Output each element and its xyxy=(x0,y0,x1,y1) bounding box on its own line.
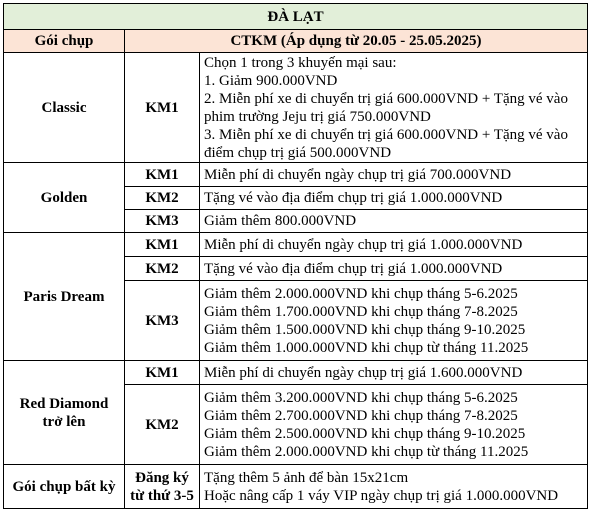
promo-description xyxy=(200,465,588,509)
promo-label: KM1 xyxy=(125,53,200,163)
promo-line: Chọn 1 trong 3 khuyến mại sau: xyxy=(204,54,397,71)
promo-description xyxy=(200,163,588,187)
promo-label: KM2 xyxy=(125,385,200,465)
promo-line: Giảm thêm 2.000.000VND khi chụp từ tháng 11.2025 xyxy=(204,443,529,460)
promo-line: 1. Giảm 900.000VND xyxy=(204,72,338,89)
promo-line: Giảm thêm 3.200.000VND khi chụp tháng 5-6.2025 xyxy=(204,389,518,406)
promo-line: Giảm thêm 1.500.000VND khi chụp tháng 9-10.2025 xyxy=(204,321,526,338)
package-name: Gói chụp bất kỳ xyxy=(4,465,125,509)
promo-line: Tặng vé vào địa điểm chụp trị giá 1.000.000VND xyxy=(204,260,503,277)
promo-description xyxy=(200,187,588,210)
promo-description xyxy=(200,210,588,233)
promo-description xyxy=(200,281,588,361)
promo-line: Giảm thêm 1.000.000VND khi chụp từ tháng 11.2025 xyxy=(204,339,529,356)
promo-line: 2. Miễn phí xe di chuyển trị giá 600.000VND + Tặng vé vào phim trường Jeju trị giá 750.000VND xyxy=(204,90,568,125)
promo-line: Giảm thêm 2.500.000VND khi chụp tháng 9-10.2025 xyxy=(204,425,526,442)
table-row xyxy=(4,53,588,163)
promo-line: Giảm thêm 800.000VND xyxy=(204,213,357,229)
promo-line: Tặng vé vào địa điểm chụp trị giá 1.000.000VND xyxy=(204,190,503,206)
promo-line: Giảm thêm 1.700.000VND khi chụp tháng 7-8.2025 xyxy=(204,303,518,320)
promo-line: Giảm thêm 2.700.000VND khi chụp tháng 7-8.2025 xyxy=(204,407,518,424)
promo-label: Đăng ký từ thứ 3-5 xyxy=(125,465,200,509)
promo-label: KM2 xyxy=(125,257,200,281)
promo-line: Tặng thêm 5 ảnh để bàn 15x21cm xyxy=(204,469,409,486)
promo-label: KM2 xyxy=(125,187,200,210)
promo-description xyxy=(200,361,588,385)
header-promo: CTKM (Áp dụng từ 20.05 - 25.05.2025) xyxy=(125,30,588,53)
promo-label: KM3 xyxy=(125,210,200,233)
table-row xyxy=(4,361,588,385)
table-row xyxy=(4,465,588,509)
promo-line: Hoặc nâng cấp 1 váy VIP ngày chụp trị giá 1.000.000VND xyxy=(204,487,559,504)
promo-description xyxy=(200,53,588,163)
package-name: Red Diamond trở lên xyxy=(4,361,125,465)
table-row xyxy=(4,163,588,187)
promo-label: KM1 xyxy=(125,163,200,187)
promo-description xyxy=(200,233,588,257)
promo-label: KM3 xyxy=(125,281,200,361)
promo-line: Miễn phí di chuyển ngày chụp trị giá 700.000VND xyxy=(204,166,512,183)
package-name: Golden xyxy=(4,163,125,233)
promo-label: KM1 xyxy=(125,361,200,385)
package-name: Classic xyxy=(4,53,125,163)
promo-line: 3. Miễn phí xe di chuyển trị giá 600.000VND + Tặng vé vào điểm chụp trị giá 500.000VND xyxy=(204,126,568,161)
promo-table xyxy=(3,3,588,509)
package-name: Paris Dream xyxy=(4,233,125,361)
table-row xyxy=(4,233,588,257)
table-title: ĐÀ LẠT xyxy=(4,4,588,30)
promo-label: KM1 xyxy=(125,233,200,257)
promo-description xyxy=(200,257,588,281)
promo-description xyxy=(200,385,588,465)
promo-line: Giảm thêm 2.000.000VND khi chụp tháng 5-6.2025 xyxy=(204,285,518,302)
promo-line: Miễn phí di chuyển ngày chụp trị giá 1.000.000VND xyxy=(204,236,523,253)
title-row xyxy=(4,4,588,30)
header-package: Gói chụp xyxy=(4,30,125,53)
header-row xyxy=(4,30,588,53)
promo-line: Miễn phí di chuyển ngày chụp trị giá 1.600.000VND xyxy=(204,364,523,381)
